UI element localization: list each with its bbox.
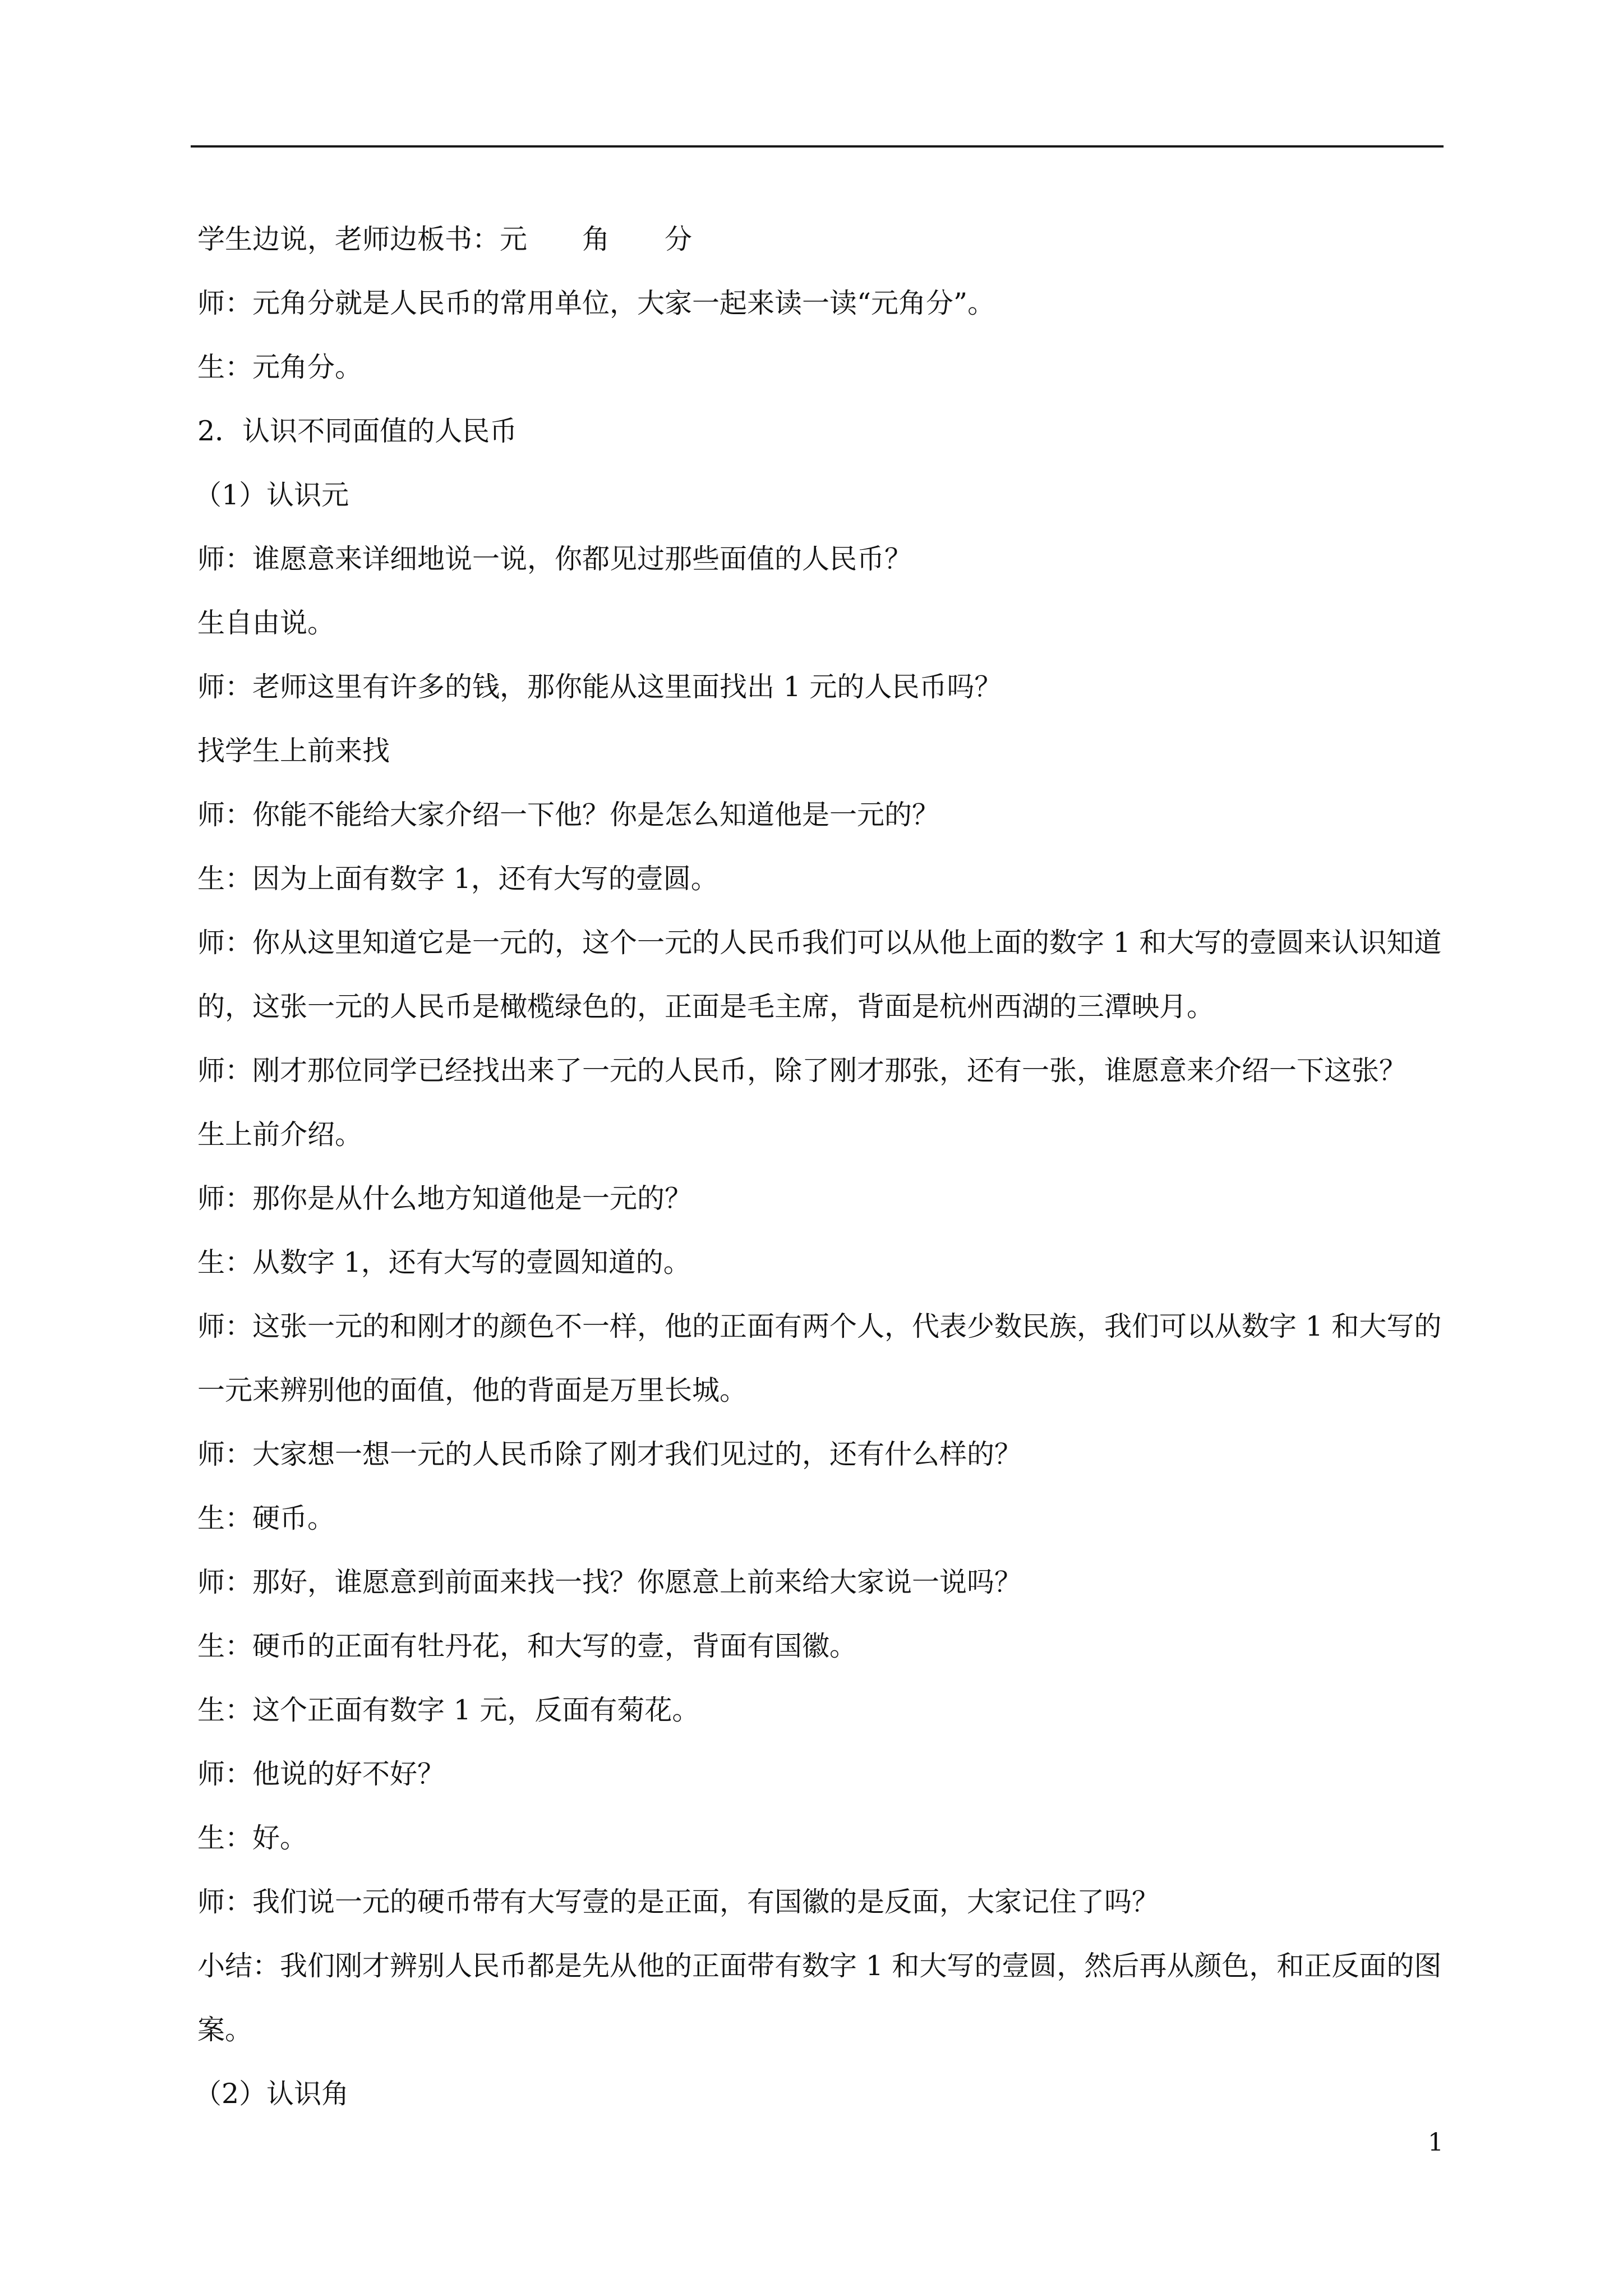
document-body <box>194 208 1444 2126</box>
paragraph: 生：硬币的正面有牡丹花，和大写的壹，背面有国徽。 <box>197 1630 857 1662</box>
paragraph: 生：从数字 1，还有大写的壹圆知道的。 <box>197 1246 691 1278</box>
paragraph: 找学生上前来找 <box>197 735 390 767</box>
page-number: 1 <box>1428 2128 1444 2157</box>
section-heading: 2．认识不同面值的人民币 <box>197 415 518 447</box>
paragraph: 生：硬币。 <box>197 1502 335 1534</box>
paragraph: 生上前介绍。 <box>197 1119 363 1151</box>
paragraph: 生：因为上面有数字 1，还有大写的壹圆。 <box>197 863 718 895</box>
paragraph: 师：你能不能给大家介绍一下他？你是怎么知道他是一元的？ <box>197 799 940 831</box>
paragraph: 师：那好，谁愿意到前面来找一找？你愿意上前来给大家说一说吗？ <box>197 1566 1022 1598</box>
paragraph: 学生边说，老师边板书：元 角 分 <box>197 223 693 255</box>
paragraph: 师：你从这里知道它是一元的，这个一元的人民币我们可以从他上面的数字 1 和大写的壹圆来认识知道的，这张一元的人民币是橄榄绿色的，正面是毛主席，背面是杭州西湖的三潭映月。 <box>197 927 1442 1023</box>
paragraph: 师：谁愿意来详细地说一说，你都见过那些面值的人民币？ <box>197 543 912 575</box>
paragraph: 师：老师这里有许多的钱，那你能从这里面找出 1 元的人民币吗？ <box>197 671 1002 703</box>
paragraph: 师：这张一元的和刚才的颜色不一样，他的正面有两个人，代表少数民族，我们可以从数字 1 和大写的一元来辨别他的面值，他的背面是万里长城。 <box>197 1310 1442 1406</box>
paragraph: 生：这个正面有数字 1 元，反面有菊花。 <box>197 1694 700 1726</box>
summary-paragraph: 小结：我们刚才辨别人民币都是先从他的正面带有数字 1 和大写的壹圆，然后再从颜色，和正反面的图案。 <box>197 1950 1442 2046</box>
header-rule <box>191 145 1444 148</box>
paragraph: 师：元角分就是人民币的常用单位，大家一起来读一读“元角分”。 <box>197 287 995 319</box>
subsection-heading: （1）认识元 <box>194 479 349 511</box>
paragraph: 师：我们说一元的硬币带有大写壹的是正面，有国徽的是反面，大家记住了吗？ <box>197 1886 1160 1918</box>
paragraph: 师：他说的好不好？ <box>197 1758 445 1790</box>
paragraph: 师：大家想一想一元的人民币除了刚才我们见过的，还有什么样的？ <box>197 1438 1022 1470</box>
paragraph: 生自由说。 <box>197 607 335 639</box>
paragraph: 生：好。 <box>197 1822 308 1854</box>
subsection-heading: （2）认识角 <box>194 2078 349 2110</box>
paragraph: 生：元角分。 <box>197 351 363 383</box>
paragraph: 师：那你是从什么地方知道他是一元的？ <box>197 1182 693 1214</box>
paragraph: 师：刚才那位同学已经找出来了一元的人民币，除了刚才那张，还有一张，谁愿意来介绍一下这张？ <box>197 1055 1407 1087</box>
